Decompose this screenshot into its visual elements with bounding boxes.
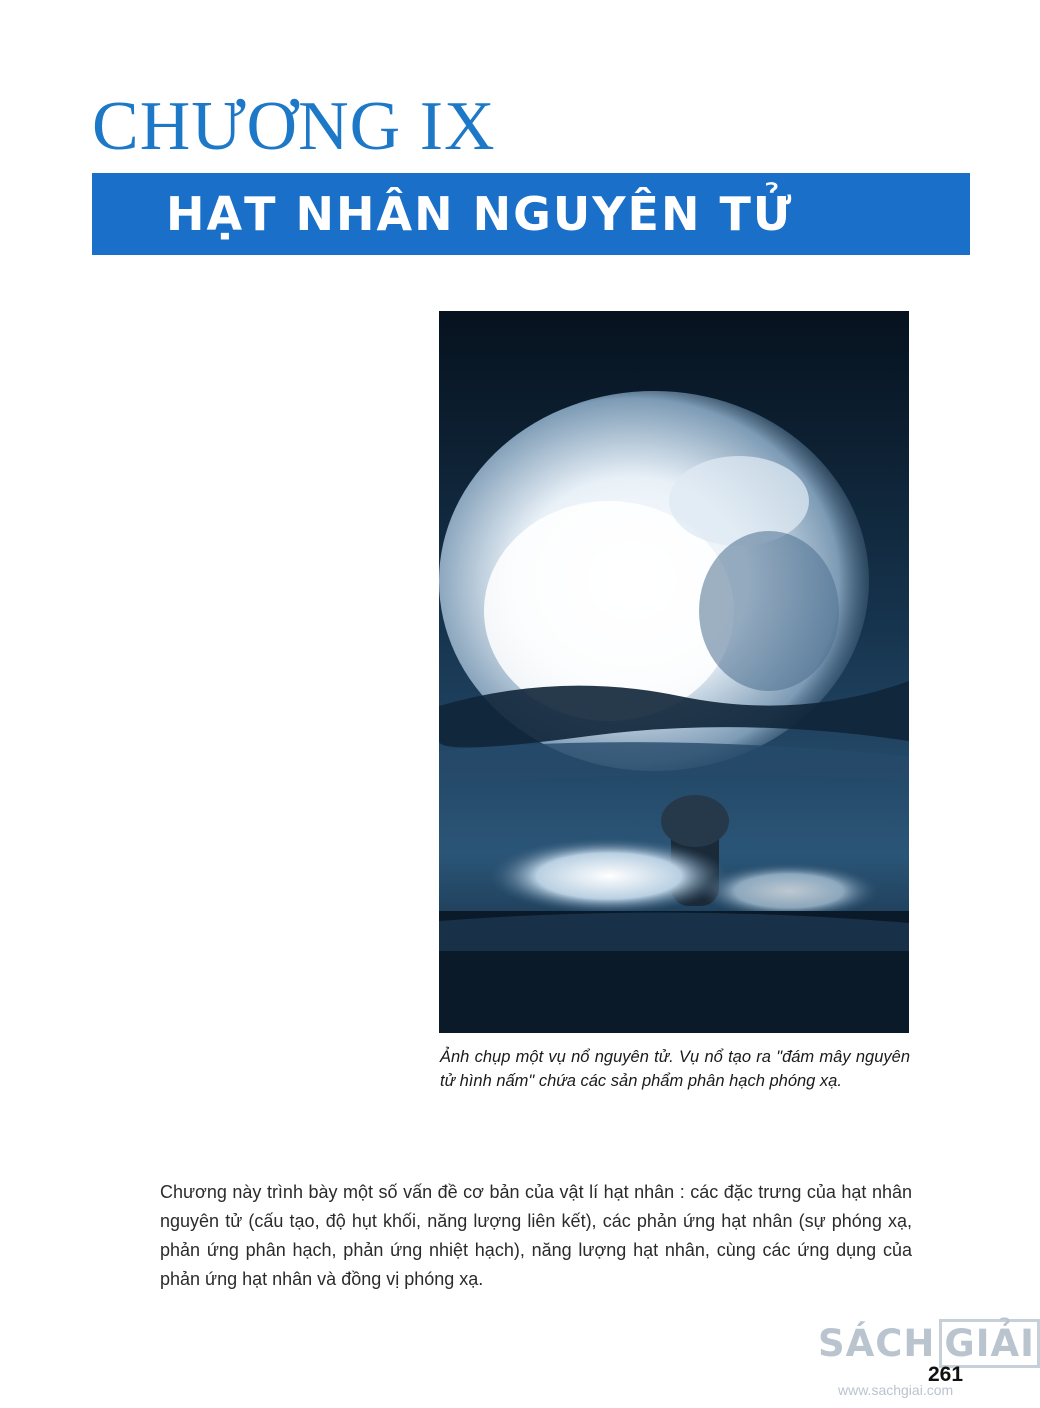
figure-caption: Ảnh chụp một vụ nổ nguyên tử. Vụ nổ tạo ra "đám mây nguyên tử hình nấm" chứa các sản phẩm phân hạch phóng xạ.: [440, 1048, 910, 1090]
chapter-title-band: [92, 173, 970, 255]
chapter-title: HẠT NHÂN NGUYÊN TỬ: [166, 187, 794, 241]
logo-text-giai: GIẢI: [939, 1319, 1040, 1368]
chapter-intro: Chương này trình bày một số vấn đề cơ bản của vật lí hạt nhân : các đặc trưng của hạt nhân nguyên tử (cấu tạo, độ hụt khối, năng lượng liên kết), các phản ứng hạt nhân (sự phóng xạ, phản ứng phân hạch, phản ứng nhiệt hạch), năng lượng hạt nhân, cùng các ứng dụng của phản ứng hạt nhân và đồng vị phóng xạ.: [160, 1182, 912, 1289]
chapter-label: CHƯƠNG IX: [92, 88, 496, 165]
logo-text-sach: SÁCH: [818, 1322, 936, 1365]
page-number: 261: [928, 1363, 964, 1386]
sachgiai-logo: [818, 1322, 1040, 1365]
mushroom-cloud-illustration: [439, 311, 909, 1033]
mushroom-cloud-photo: [439, 311, 909, 1033]
website-link[interactable]: www.sachgiai.com: [838, 1382, 954, 1398]
